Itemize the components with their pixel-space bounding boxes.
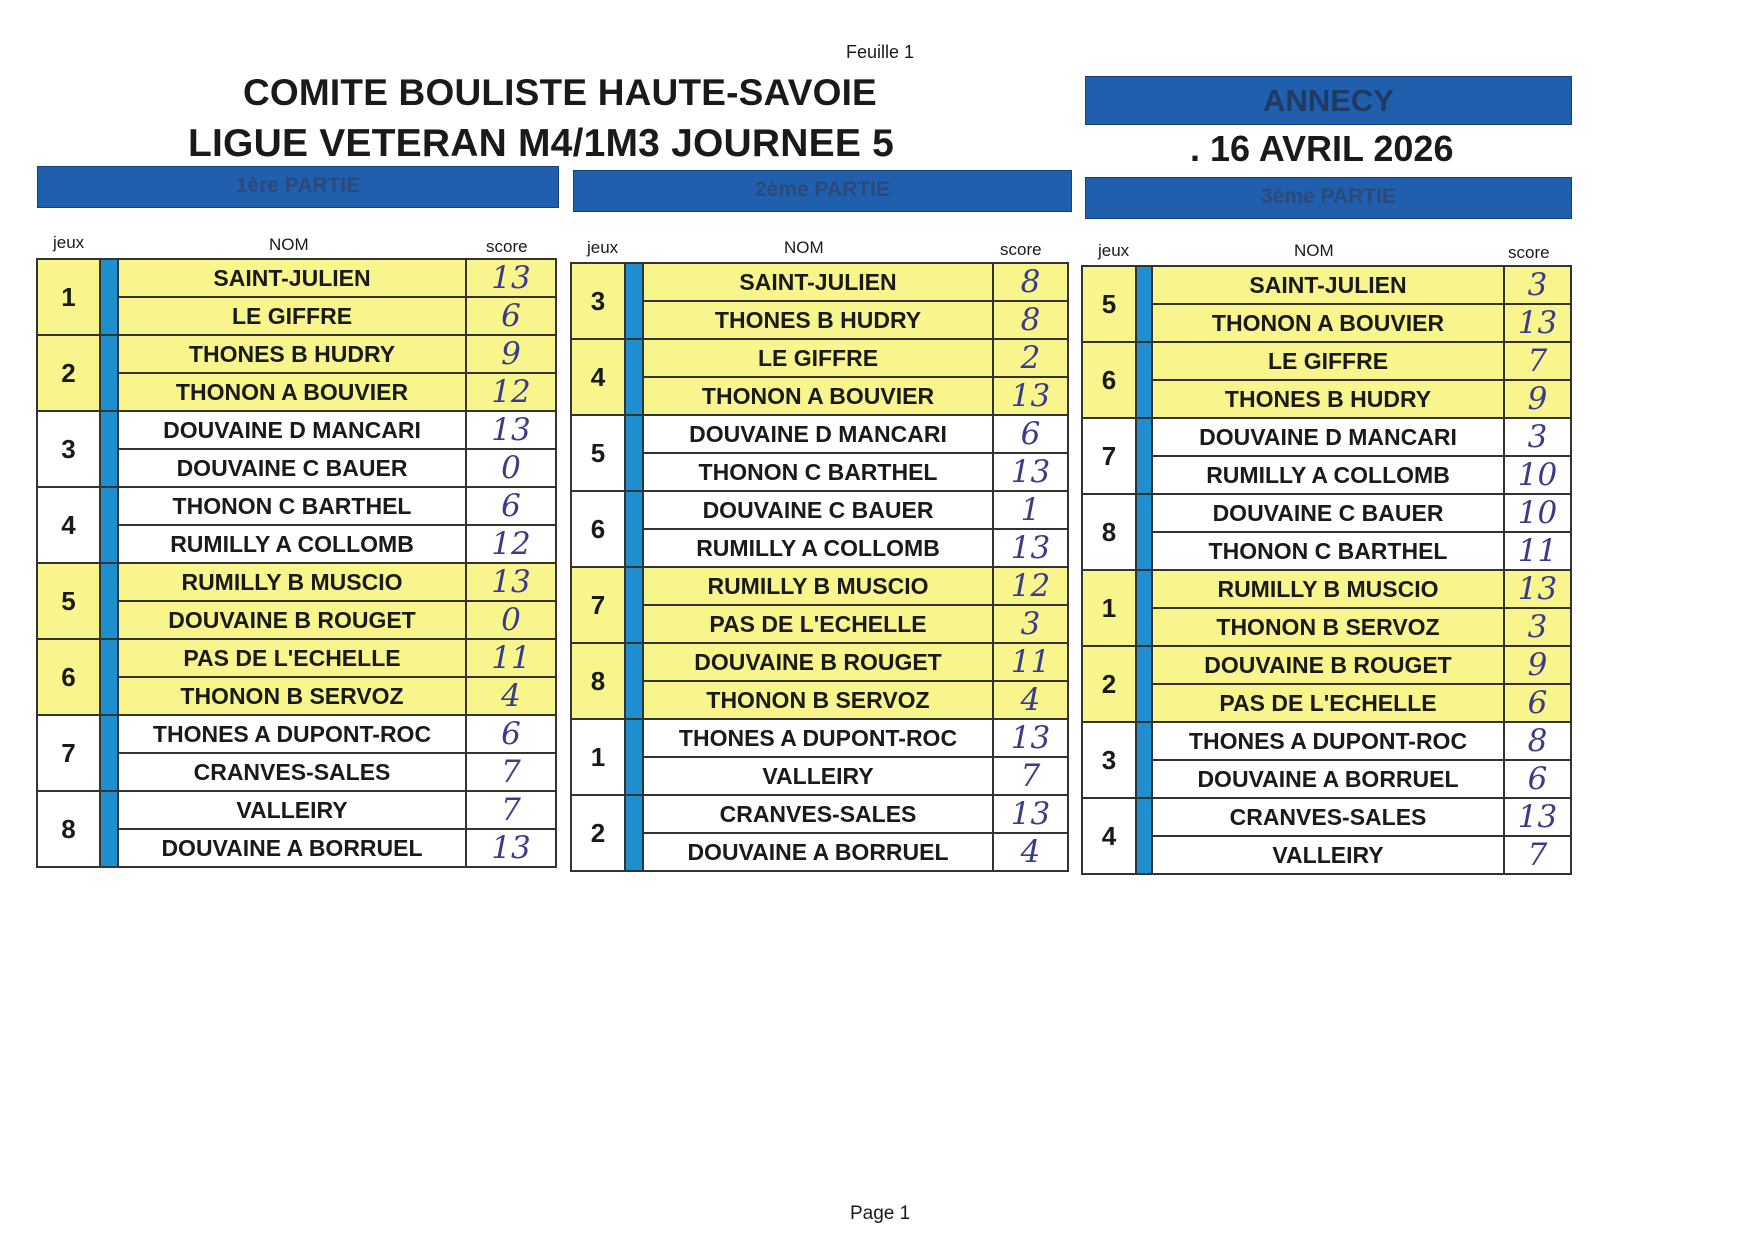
team-name: THONES B HUDRY <box>643 301 993 339</box>
team-score: 13 <box>1504 798 1571 836</box>
match-table-1 <box>36 258 557 868</box>
team-name: RUMILLY A COLLOMB <box>1152 456 1504 494</box>
table-row <box>1082 836 1571 874</box>
team-score: 13 <box>466 563 556 601</box>
header-jeux: jeux <box>587 238 619 257</box>
team-name: THONON C BARTHEL <box>643 453 993 491</box>
team-name: THONON B SERVOZ <box>1152 608 1504 646</box>
table-row <box>1082 646 1571 684</box>
team-name: THONES B HUDRY <box>118 335 466 373</box>
team-score: 7 <box>1504 342 1571 380</box>
team-name: THONON A BOUVIER <box>643 377 993 415</box>
team-name: THONES A DUPONT-ROC <box>643 719 993 757</box>
team-name: VALLEIRY <box>643 757 993 795</box>
team-name: THONON C BARTHEL <box>118 487 466 525</box>
team-name: THONON B SERVOZ <box>643 681 993 719</box>
table-row <box>1082 570 1571 608</box>
blue-strip <box>1136 798 1152 874</box>
team-score: 6 <box>993 415 1068 453</box>
jeu-number: 7 <box>1082 418 1136 494</box>
table-row <box>37 639 556 677</box>
table-row <box>1082 494 1571 532</box>
blue-strip <box>100 411 118 487</box>
team-name: DOUVAINE C BAUER <box>643 491 993 529</box>
table-row <box>571 415 1068 453</box>
jeu-number: 3 <box>1082 722 1136 798</box>
jeu-number: 6 <box>571 491 625 567</box>
title-line-2: LIGUE VETERAN M4/1M3 JOURNEE 5 <box>188 122 894 165</box>
sheet-label: Feuille 1 <box>846 42 915 62</box>
team-name: DOUVAINE D MANCARI <box>118 411 466 449</box>
team-score: 8 <box>993 301 1068 339</box>
table-row <box>571 643 1068 681</box>
blue-strip <box>100 335 118 411</box>
jeu-number: 8 <box>37 791 100 867</box>
jeu-number: 4 <box>571 339 625 415</box>
team-name: DOUVAINE D MANCARI <box>1152 418 1504 456</box>
partie-header: 2ème PARTIE <box>573 170 1072 212</box>
team-score: 9 <box>1504 380 1571 418</box>
match-table-2 <box>570 262 1069 872</box>
team-score: 4 <box>466 677 556 715</box>
team-score: 13 <box>466 829 556 867</box>
blue-strip <box>1136 342 1152 418</box>
team-score: 10 <box>1504 494 1571 532</box>
team-score: 7 <box>466 791 556 829</box>
blue-strip <box>100 791 118 867</box>
jeu-number: 2 <box>1082 646 1136 722</box>
venue-banner: ANNECY <box>1085 76 1572 125</box>
partie-block-2 <box>573 170 1072 212</box>
team-score: 13 <box>1504 570 1571 608</box>
team-score: 11 <box>466 639 556 677</box>
team-name: RUMILLY A COLLOMB <box>643 529 993 567</box>
header-score: score <box>1000 240 1042 259</box>
jeu-number: 5 <box>37 563 100 639</box>
team-score: 9 <box>466 335 556 373</box>
header-nom: NOM <box>269 235 309 254</box>
team-name: DOUVAINE A BORRUEL <box>118 829 466 867</box>
team-name: LE GIFFRE <box>118 297 466 335</box>
blue-strip <box>100 715 118 791</box>
jeu-number: 4 <box>1082 798 1136 874</box>
jeu-number: 3 <box>571 263 625 339</box>
table-row <box>571 719 1068 757</box>
team-name: VALLEIRY <box>1152 836 1504 874</box>
table-row <box>1082 304 1571 342</box>
team-name: THONON A BOUVIER <box>1152 304 1504 342</box>
jeu-number: 4 <box>37 487 100 563</box>
blue-strip <box>1136 722 1152 798</box>
blue-strip <box>1136 494 1152 570</box>
table-row <box>1082 418 1571 456</box>
table-row <box>571 339 1068 377</box>
blue-strip <box>625 415 643 491</box>
team-name: DOUVAINE C BAUER <box>118 449 466 487</box>
team-name: DOUVAINE D MANCARI <box>643 415 993 453</box>
team-score: 13 <box>993 453 1068 491</box>
team-score: 13 <box>993 719 1068 757</box>
team-score: 6 <box>1504 684 1571 722</box>
jeu-number: 8 <box>1082 494 1136 570</box>
table-row <box>37 335 556 373</box>
team-name: DOUVAINE B ROUGET <box>118 601 466 639</box>
table-row <box>1082 684 1571 722</box>
team-name: PAS DE L'ECHELLE <box>118 639 466 677</box>
table-row <box>1082 722 1571 760</box>
team-name: RUMILLY B MUSCIO <box>1152 570 1504 608</box>
team-name: CRANVES-SALES <box>1152 798 1504 836</box>
team-score: 13 <box>466 411 556 449</box>
table-row <box>37 259 556 297</box>
blue-strip <box>1136 266 1152 342</box>
team-score: 13 <box>1504 304 1571 342</box>
blue-strip <box>625 795 643 871</box>
team-name: SAINT-JULIEN <box>118 259 466 297</box>
team-score: 6 <box>1504 760 1571 798</box>
team-score: 13 <box>993 795 1068 833</box>
jeu-number: 1 <box>1082 570 1136 646</box>
table-row <box>571 795 1068 833</box>
team-score: 7 <box>466 753 556 791</box>
team-name: THONON C BARTHEL <box>1152 532 1504 570</box>
jeu-number: 6 <box>1082 342 1136 418</box>
team-name: RUMILLY B MUSCIO <box>643 567 993 605</box>
table-row <box>37 715 556 753</box>
team-name: CRANVES-SALES <box>118 753 466 791</box>
blue-strip <box>625 719 643 795</box>
header-jeux: jeux <box>1098 241 1130 260</box>
header-score: score <box>1508 243 1550 262</box>
team-score: 3 <box>993 605 1068 643</box>
team-score: 3 <box>1504 266 1571 304</box>
table-row <box>571 833 1068 871</box>
partie-header: 3ème PARTIE <box>1085 177 1572 219</box>
team-score: 11 <box>993 643 1068 681</box>
team-score: 3 <box>1504 608 1571 646</box>
header-nom: NOM <box>1294 241 1334 260</box>
table-row <box>571 491 1068 529</box>
team-name: SAINT-JULIEN <box>1152 266 1504 304</box>
table-row <box>571 529 1068 567</box>
team-name: CRANVES-SALES <box>643 795 993 833</box>
team-score: 13 <box>993 377 1068 415</box>
table-row <box>571 757 1068 795</box>
team-name: DOUVAINE B ROUGET <box>643 643 993 681</box>
blue-strip <box>625 643 643 719</box>
jeu-number: 5 <box>571 415 625 491</box>
title-line-1: COMITE BOULISTE HAUTE-SAVOIE <box>243 72 877 113</box>
page-number: Page 1 <box>850 1203 911 1224</box>
jeu-number: 2 <box>37 335 100 411</box>
table-row <box>1082 760 1571 798</box>
blue-strip <box>625 339 643 415</box>
team-score: 2 <box>993 339 1068 377</box>
header-nom: NOM <box>784 238 824 257</box>
team-name: THONES B HUDRY <box>1152 380 1504 418</box>
team-score: 0 <box>466 601 556 639</box>
table-row <box>1082 798 1571 836</box>
table-row <box>1082 608 1571 646</box>
blue-strip <box>625 491 643 567</box>
jeu-number: 6 <box>37 639 100 715</box>
header-score: score <box>486 237 528 256</box>
team-score: 7 <box>993 757 1068 795</box>
jeu-number: 2 <box>571 795 625 871</box>
partie-header: 1ère PARTIE <box>37 166 559 208</box>
team-name: THONES A DUPONT-ROC <box>1152 722 1504 760</box>
table-row <box>571 263 1068 301</box>
team-score: 11 <box>1504 532 1571 570</box>
team-score: 8 <box>993 263 1068 301</box>
team-name: SAINT-JULIEN <box>643 263 993 301</box>
team-score: 12 <box>466 373 556 411</box>
team-score: 9 <box>1504 646 1571 684</box>
team-score: 6 <box>466 487 556 525</box>
blue-strip <box>100 487 118 563</box>
event-date: . 16 AVRIL 2026 <box>1190 128 1454 169</box>
blue-strip <box>1136 418 1152 494</box>
blue-strip <box>100 563 118 639</box>
blue-strip <box>1136 570 1152 646</box>
team-name: DOUVAINE B ROUGET <box>1152 646 1504 684</box>
team-score: 12 <box>466 525 556 563</box>
table-row <box>1082 342 1571 380</box>
team-name: THONON A BOUVIER <box>118 373 466 411</box>
team-score: 3 <box>1504 418 1571 456</box>
blue-strip <box>625 263 643 339</box>
team-name: PAS DE L'ECHELLE <box>1152 684 1504 722</box>
jeu-number: 7 <box>37 715 100 791</box>
partie-block-3 <box>1085 177 1572 219</box>
table-row <box>571 301 1068 339</box>
jeu-number: 1 <box>37 259 100 335</box>
header-jeux: jeux <box>53 233 85 252</box>
team-score: 6 <box>466 715 556 753</box>
table-row <box>571 377 1068 415</box>
team-name: VALLEIRY <box>118 791 466 829</box>
table-row <box>1082 532 1571 570</box>
team-score: 6 <box>466 297 556 335</box>
jeu-number: 3 <box>37 411 100 487</box>
team-score: 10 <box>1504 456 1571 494</box>
team-name: DOUVAINE C BAUER <box>1152 494 1504 532</box>
table-row <box>1082 380 1571 418</box>
team-name: PAS DE L'ECHELLE <box>643 605 993 643</box>
jeu-number: 7 <box>571 567 625 643</box>
table-row <box>37 411 556 449</box>
table-row <box>37 791 556 829</box>
team-name: DOUVAINE A BORRUEL <box>1152 760 1504 798</box>
match-table-3 <box>1081 265 1572 875</box>
team-score: 0 <box>466 449 556 487</box>
team-name: RUMILLY B MUSCIO <box>118 563 466 601</box>
jeu-number: 8 <box>571 643 625 719</box>
team-score: 4 <box>993 833 1068 871</box>
team-score: 7 <box>1504 836 1571 874</box>
table-row <box>1082 266 1571 304</box>
team-name: THONON B SERVOZ <box>118 677 466 715</box>
table-row <box>571 453 1068 491</box>
team-name: LE GIFFRE <box>643 339 993 377</box>
team-name: LE GIFFRE <box>1152 342 1504 380</box>
table-row <box>37 487 556 525</box>
team-name: THONES A DUPONT-ROC <box>118 715 466 753</box>
team-score: 13 <box>466 259 556 297</box>
table-row <box>1082 456 1571 494</box>
team-score: 12 <box>993 567 1068 605</box>
team-score: 13 <box>993 529 1068 567</box>
team-score: 8 <box>1504 722 1571 760</box>
partie-block-1 <box>37 166 559 208</box>
blue-strip <box>625 567 643 643</box>
team-name: RUMILLY A COLLOMB <box>118 525 466 563</box>
table-row <box>571 567 1068 605</box>
team-name: DOUVAINE A BORRUEL <box>643 833 993 871</box>
table-row <box>37 563 556 601</box>
blue-strip <box>100 259 118 335</box>
team-score: 4 <box>993 681 1068 719</box>
table-row <box>571 605 1068 643</box>
jeu-number: 5 <box>1082 266 1136 342</box>
jeu-number: 1 <box>571 719 625 795</box>
blue-strip <box>100 639 118 715</box>
team-score: 1 <box>993 491 1068 529</box>
table-row <box>571 681 1068 719</box>
blue-strip <box>1136 646 1152 722</box>
